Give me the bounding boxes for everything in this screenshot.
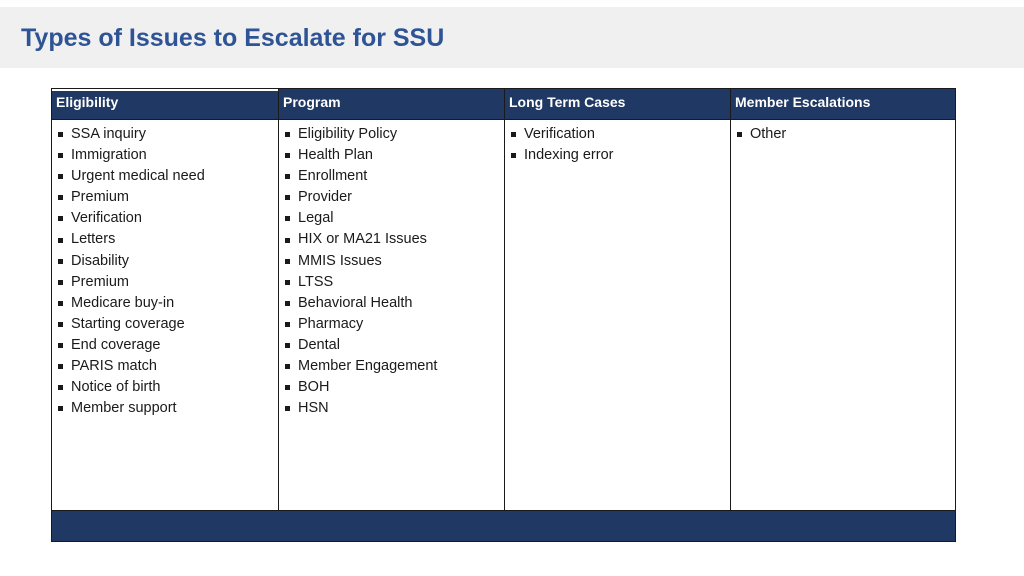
square-bullet-icon [285, 364, 290, 369]
table-columns [52, 89, 955, 510]
square-bullet-icon [285, 343, 290, 348]
square-bullet-icon [285, 132, 290, 137]
square-bullet-icon [58, 280, 63, 285]
list-item: Immigration [57, 145, 278, 166]
column-eligibility [52, 89, 278, 510]
square-bullet-icon [737, 132, 742, 137]
square-bullet-icon [58, 216, 63, 221]
square-bullet-icon [285, 238, 290, 243]
square-bullet-icon [511, 132, 516, 137]
list-item: Urgent medical need [57, 166, 278, 187]
square-bullet-icon [285, 322, 290, 327]
long-term-cases-list [505, 120, 730, 166]
column-member-escalations [730, 89, 955, 510]
list-item: HSN [284, 398, 504, 419]
square-bullet-icon [58, 301, 63, 306]
square-bullet-icon [285, 280, 290, 285]
list-item: Health Plan [284, 145, 504, 166]
escalation-table [51, 88, 956, 542]
column-header-member-escalations: Member Escalations [731, 89, 955, 120]
column-header-eligibility: Eligibility [52, 91, 278, 120]
list-item: Member support [57, 398, 278, 419]
table-footer-band [52, 510, 955, 541]
column-header-program: Program [279, 89, 504, 120]
slide-title: Types of Issues to Escalate for SSU [21, 24, 445, 52]
list-item: Verification [57, 208, 278, 229]
list-item: Enrollment [284, 166, 504, 187]
list-item: Verification [510, 124, 730, 145]
column-long-term-cases [504, 89, 730, 510]
square-bullet-icon [285, 195, 290, 200]
list-item: Letters [57, 229, 278, 250]
list-item: Behavioral Health [284, 293, 504, 314]
list-item: Other [736, 124, 955, 145]
list-item: PARIS match [57, 356, 278, 377]
list-item: HIX or MA21 Issues [284, 229, 504, 250]
square-bullet-icon [58, 195, 63, 200]
list-item: Premium [57, 272, 278, 293]
square-bullet-icon [58, 132, 63, 137]
list-item: LTSS [284, 272, 504, 293]
square-bullet-icon [58, 259, 63, 264]
column-program [278, 89, 504, 510]
column-header-long-term-cases: Long Term Cases [505, 89, 730, 120]
list-item: Pharmacy [284, 314, 504, 335]
square-bullet-icon [58, 364, 63, 369]
list-item: End coverage [57, 335, 278, 356]
list-item: Member Engagement [284, 356, 504, 377]
square-bullet-icon [58, 238, 63, 243]
square-bullet-icon [58, 343, 63, 348]
square-bullet-icon [285, 406, 290, 411]
member-escalations-list [731, 120, 955, 145]
list-item: Indexing error [510, 145, 730, 166]
list-item: Dental [284, 335, 504, 356]
list-item: Legal [284, 208, 504, 229]
list-item: Medicare buy-in [57, 293, 278, 314]
list-item: Provider [284, 187, 504, 208]
list-item: MMIS Issues [284, 251, 504, 272]
square-bullet-icon [285, 385, 290, 390]
eligibility-list [52, 120, 278, 419]
square-bullet-icon [58, 153, 63, 158]
list-item: Premium [57, 187, 278, 208]
list-item: Notice of birth [57, 377, 278, 398]
list-item: Eligibility Policy [284, 124, 504, 145]
list-item: Starting coverage [57, 314, 278, 335]
square-bullet-icon [58, 406, 63, 411]
square-bullet-icon [58, 174, 63, 179]
square-bullet-icon [58, 322, 63, 327]
list-item: BOH [284, 377, 504, 398]
list-item: SSA inquiry [57, 124, 278, 145]
square-bullet-icon [285, 174, 290, 179]
square-bullet-icon [285, 153, 290, 158]
square-bullet-icon [58, 385, 63, 390]
square-bullet-icon [511, 153, 516, 158]
square-bullet-icon [285, 216, 290, 221]
square-bullet-icon [285, 301, 290, 306]
list-item: Disability [57, 251, 278, 272]
program-list [279, 120, 504, 419]
square-bullet-icon [285, 259, 290, 264]
